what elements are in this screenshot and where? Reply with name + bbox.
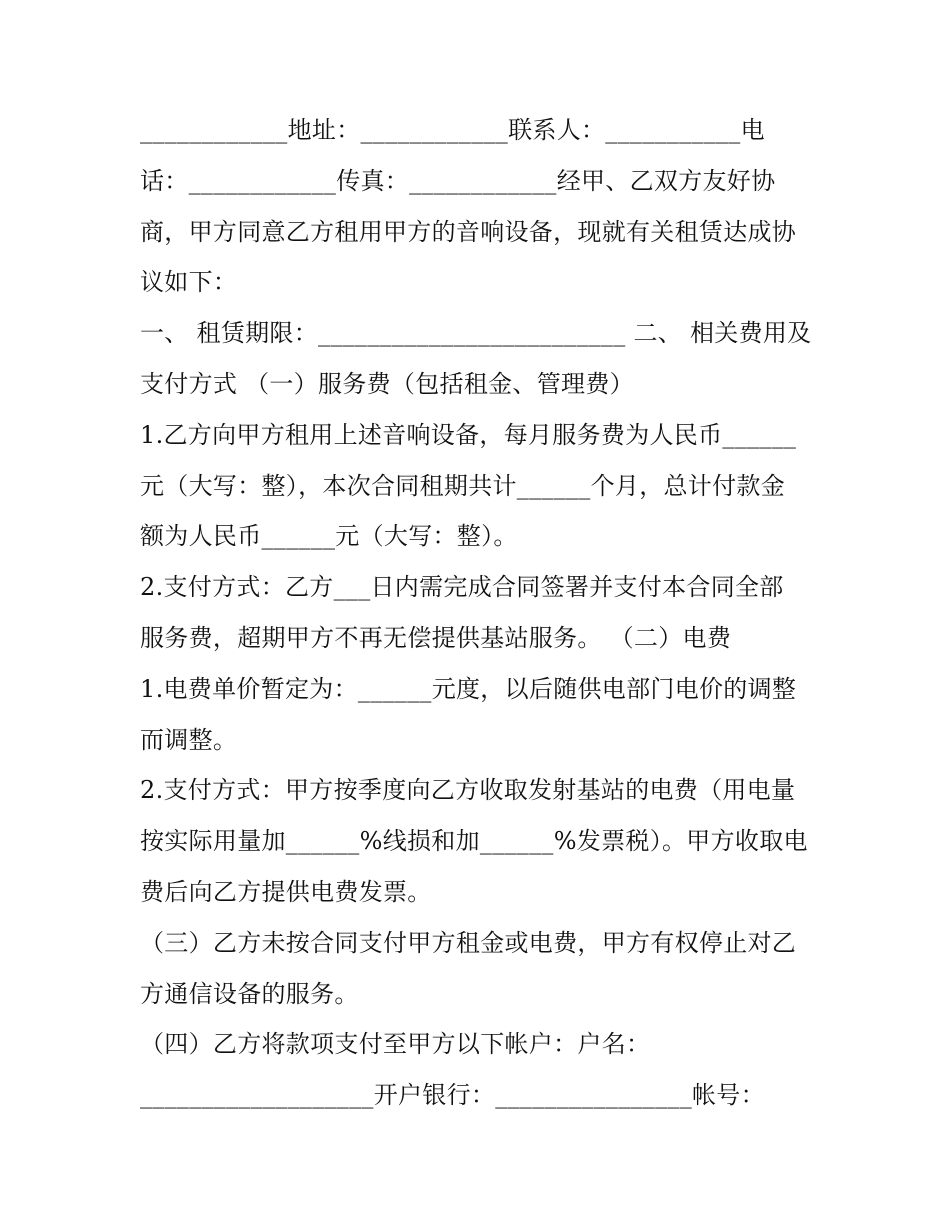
text-line: 额为人民币______元（大写：整）。 [140, 522, 518, 551]
text-line: （三）乙方未按合同支付甲方租金或电费，甲方有权停止对乙 [140, 928, 797, 957]
text-line: 方通信设备的服务。 [140, 979, 359, 1008]
text-line: 服务费，超期甲方不再无偿提供基站服务。 （二）电费 [140, 623, 732, 652]
contract-text [140, 105, 820, 1121]
text-line: （四）乙方将款项支付至甲方以下帐户：户名： [140, 1030, 651, 1059]
text-line: 议如下： [140, 268, 238, 297]
text-line: 商，甲方同意乙方租用甲方的音响设备，现就有关租赁达成协 [140, 217, 797, 246]
text-line: ___________________开户银行：________________帐号： [140, 1081, 765, 1110]
text-line: 按实际用量加______%线损和加______%发票税）。甲方收取电 [140, 827, 808, 856]
text-line: 2.支付方式：甲方按季度向乙方收取发射基站的电费（用电量 [140, 776, 796, 805]
text-line: 2.支付方式：乙方___日内需完成合同签署并支付本合同全部 [140, 573, 784, 602]
text-line: 费后向乙方提供电费发票。 [140, 877, 432, 906]
text-line: 支付方式 （一）服务费（包括租金、管理费） [140, 369, 634, 398]
text-line: 话：____________传真：____________经甲、乙双方友好协 [140, 166, 776, 195]
text-line: 元（大写：整），本次合同租期共计______个月，总计付款金 [140, 471, 785, 500]
text-line: 1.乙方向甲方租用上述音响设备，每月服务费为人民币______ [140, 420, 797, 449]
text-line: ____________地址：____________联系人：___________电 [140, 116, 765, 144]
text-line: 一、 租赁期限：_________________________ 二、 相关费用及 [140, 319, 812, 348]
text-line: 1.电费单价暂定为：______元度，以后随供电部门电价的调整 [140, 674, 797, 703]
text-line: 而调整。 [140, 725, 238, 754]
